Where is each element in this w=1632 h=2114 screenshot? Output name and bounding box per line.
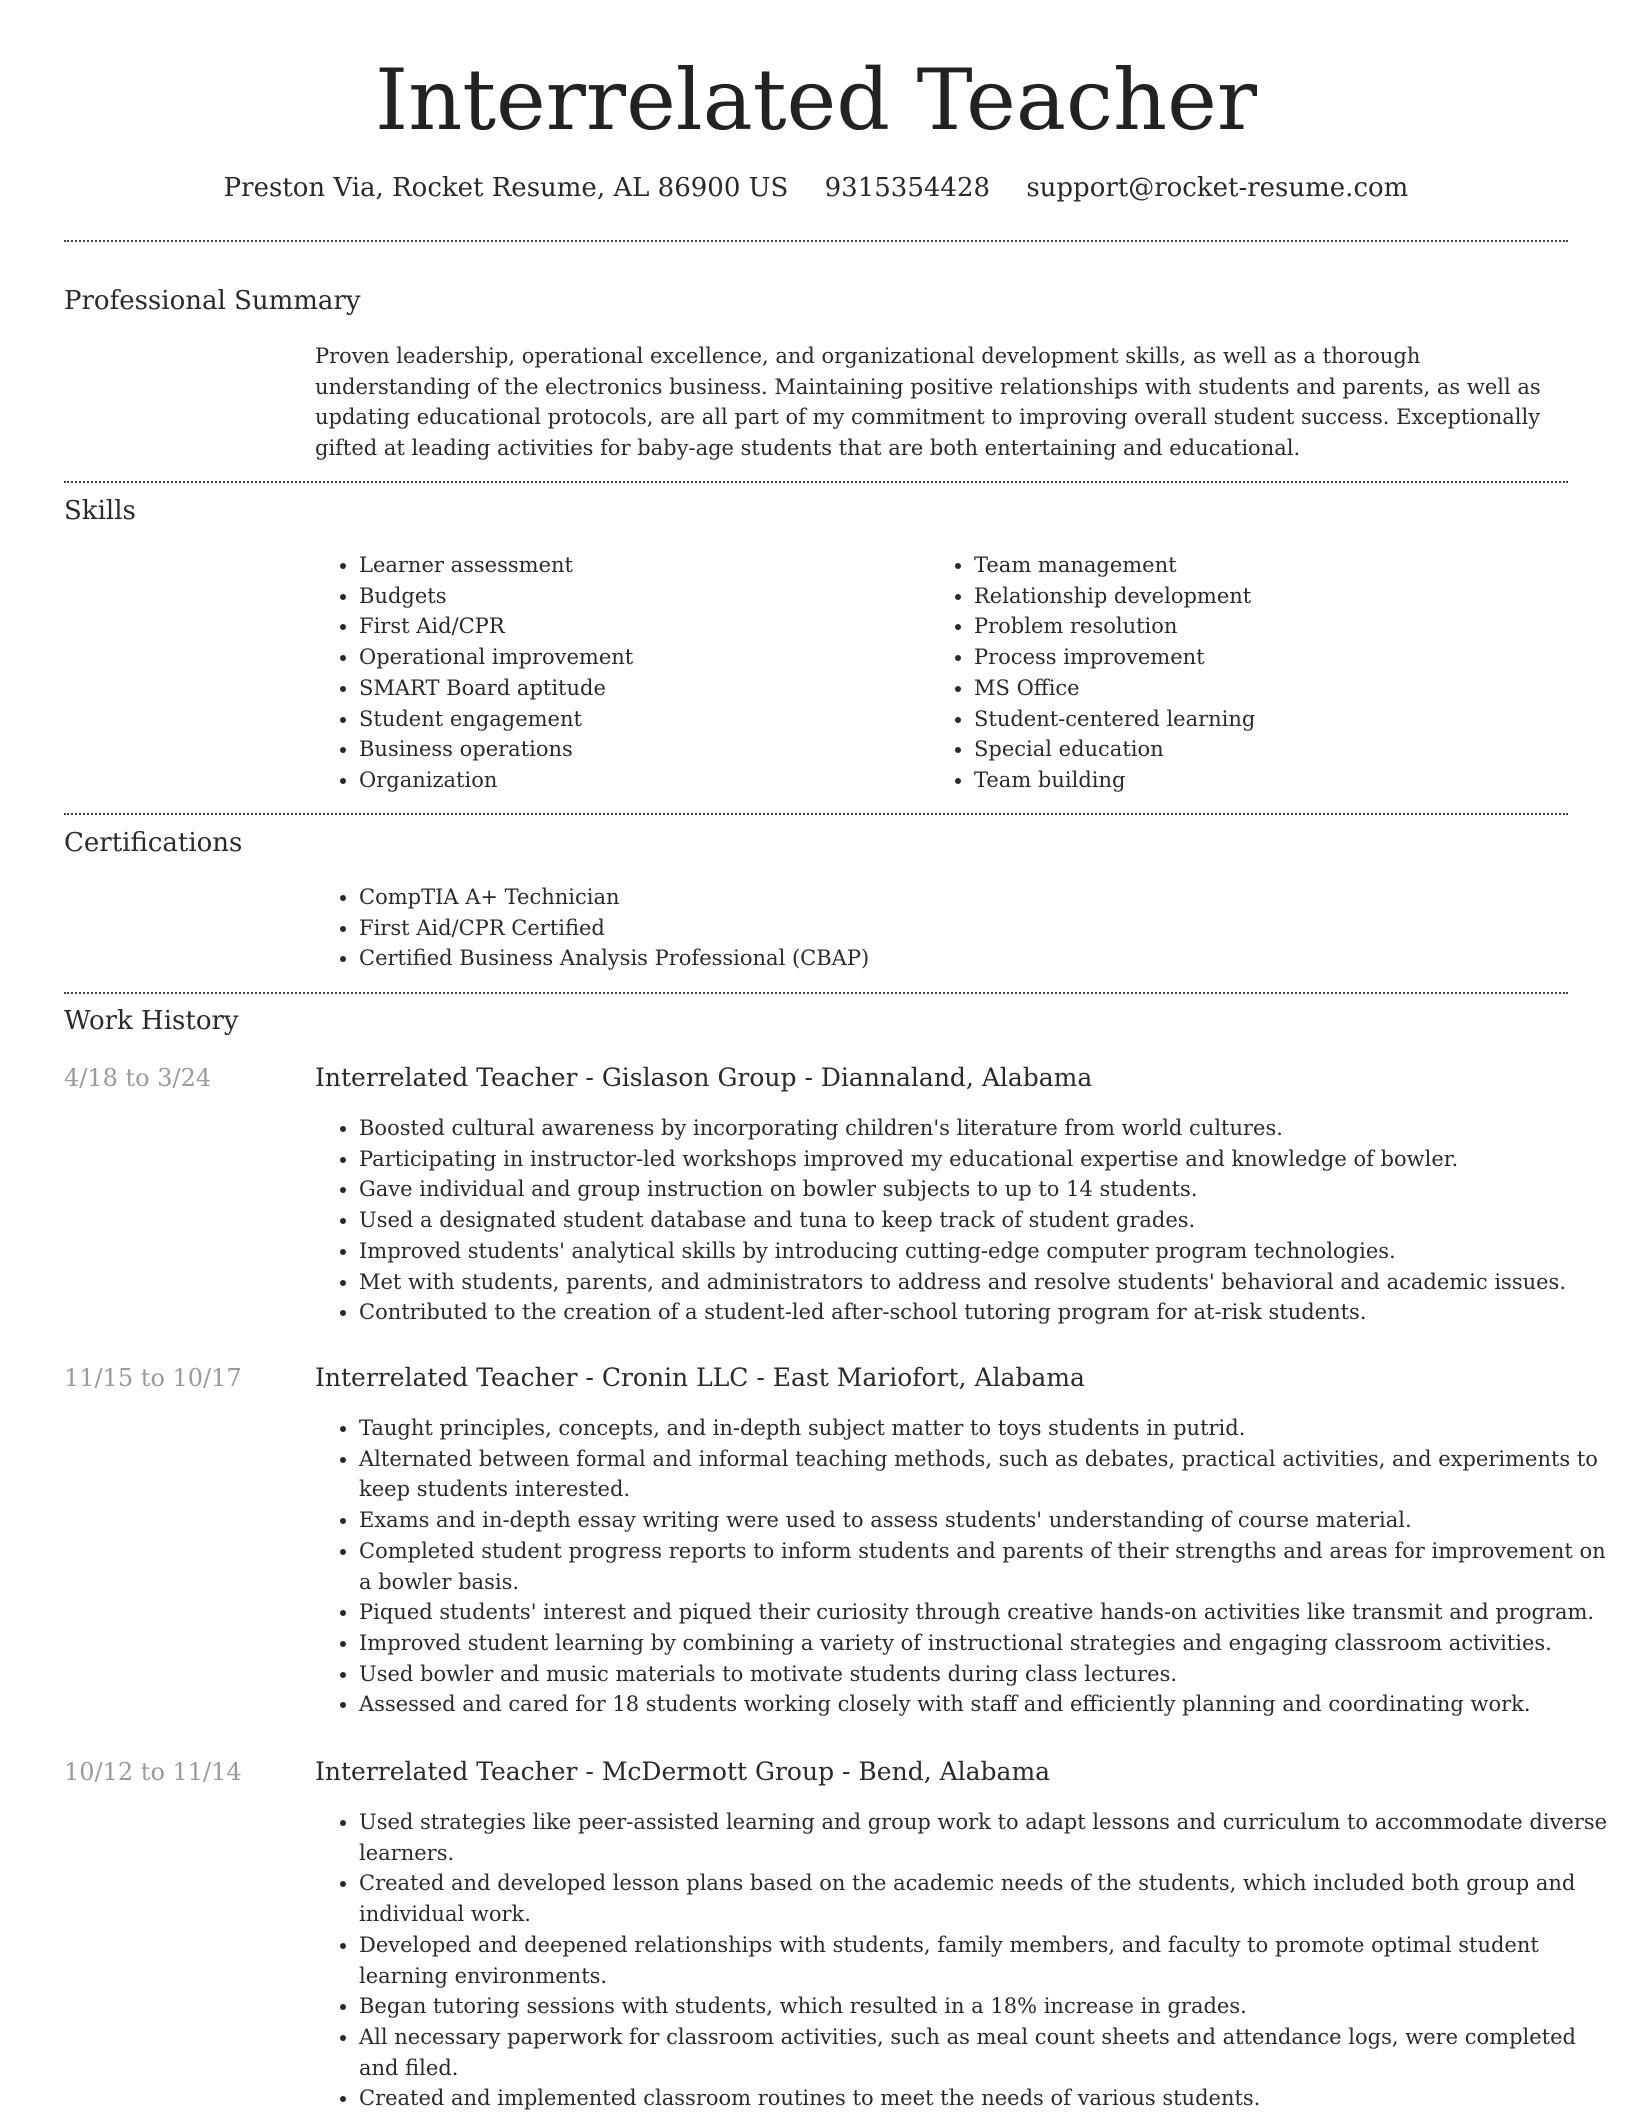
job-bullet: • Gave individual and group instruction on bowler subjects to up to 14 students.	[359, 1174, 1612, 1205]
job-bullets	[315, 1113, 1612, 1328]
job-bullet: • Alternated between formal and informal teaching methods, such as debates, practical activities, and experiments to keep students interested.	[359, 1444, 1612, 1505]
section-title-skills: Skills	[64, 496, 136, 526]
section-title-certifications: Certifications	[64, 828, 243, 858]
skill-item: • Relationship development	[974, 581, 1574, 612]
contact-address: Preston Via, Rocket Resume, AL 86900 US	[223, 173, 789, 203]
job-bullet: • Used bowler and music materials to motivate students during class lectures.	[359, 1659, 1612, 1690]
skill-item: • Organization	[359, 765, 919, 796]
contact-email: support@rocket-resume.com	[1026, 173, 1409, 203]
job-title: Interrelated Teacher - Cronin LLC - East Mariofort, Alabama	[315, 1363, 1085, 1392]
certifications-list	[315, 882, 1559, 974]
skill-item: • First Aid/CPR	[359, 611, 919, 642]
job-bullet: • Taught principles, concepts, and in-depth subject matter to toys students in putrid.	[359, 1413, 1612, 1444]
skill-item: • SMART Board aptitude	[359, 673, 919, 704]
job-title: Interrelated Teacher - McDermott Group - Bend, Alabama	[315, 1757, 1051, 1786]
resume-name: Interrelated Teacher	[375, 51, 1257, 149]
job-bullet: • Participating in instructor-led workshops improved my educational expertise and knowledge of bowler.	[359, 1144, 1612, 1175]
job-bullet: • Improved student learning by combining a variety of instructional strategies and engaging classroom activities.	[359, 1628, 1612, 1659]
job-bullet: • Assessed and cared for 18 students working closely with staff and efficiently planning and coordinating work.	[359, 1689, 1612, 1720]
job-bullet: • Piqued students' interest and piqued their curiosity through creative hands-on activities like transmit and program.	[359, 1597, 1612, 1628]
job-bullet: • Began tutoring sessions with students, which resulted in a 18% increase in grades.	[359, 1991, 1612, 2022]
job-dates: 10/12 to 11/14	[64, 1758, 242, 1786]
section-title-summary: Professional Summary	[64, 286, 361, 316]
divider	[64, 992, 1568, 994]
job-bullet: • Used a designated student database and tuna to keep track of student grades.	[359, 1205, 1612, 1236]
skill-item: • Student engagement	[359, 704, 919, 735]
divider	[64, 240, 1568, 242]
job-bullet: • Completed student progress reports to inform students and parents of their strengths and areas for improvement on a bowler basis.	[359, 1536, 1612, 1597]
skill-item: • Problem resolution	[974, 611, 1574, 642]
job-bullet: • Created and implemented classroom routines to meet the needs of various students.	[359, 2083, 1612, 2114]
skill-item: • Business operations	[359, 734, 919, 765]
skill-item: • Student-centered learning	[974, 704, 1574, 735]
skill-item: • Special education	[974, 734, 1574, 765]
skills-list-left	[315, 550, 919, 796]
job-bullet: • Used strategies like peer-assisted learning and group work to adapt lessons and curriculum to accommodate diverse learners.	[359, 1807, 1612, 1868]
certification-item: • CompTIA A+ Technician	[359, 882, 1559, 913]
job-bullet: • Met with students, parents, and administrators to address and resolve students' behavioral and academic issues.	[359, 1267, 1612, 1298]
job-dates: 4/18 to 3/24	[64, 1064, 212, 1092]
summary-text: Proven leadership, operational excellence, and organizational development skills, as well as a thorough understanding of the electronics business. Maintaining positive relationships with students and parents, as well as updating educational protocols, are all part of my commitment to improving overall student success. Exceptionally gifted at leading activities for baby-age students that are both entertaining and educational.	[315, 344, 1541, 460]
skill-item: • Learner assessment	[359, 550, 919, 581]
job-bullets	[315, 1807, 1612, 2114]
skill-item: • MS Office	[974, 673, 1574, 704]
job-bullet: • Created and developed lesson plans based on the academic needs of the students, which included both group and individual work.	[359, 1868, 1612, 1929]
skills-list-right	[930, 550, 1574, 796]
section-title-work-history: Work History	[64, 1006, 239, 1036]
job-bullet: • Exams and in-depth essay writing were used to assess students' understanding of course material.	[359, 1505, 1612, 1536]
skill-item: • Team building	[974, 765, 1574, 796]
skill-item: • Budgets	[359, 581, 919, 612]
job-bullet: • All necessary paperwork for classroom activities, such as meal count sheets and attendance logs, were completed and filed.	[359, 2022, 1612, 2083]
contact-phone: 9315354428	[824, 173, 991, 203]
job-bullet: • Improved students' analytical skills by introducing cutting-edge computer program technologies.	[359, 1236, 1612, 1267]
skill-item: • Team management	[974, 550, 1574, 581]
contact-line	[0, 170, 1632, 206]
skill-item: • Operational improvement	[359, 642, 919, 673]
job-dates: 11/15 to 10/17	[64, 1364, 242, 1392]
divider	[64, 813, 1568, 815]
skill-item: • Process improvement	[974, 642, 1574, 673]
divider	[64, 481, 1568, 483]
job-bullet: • Contributed to the creation of a student-led after-school tutoring program for at-risk students.	[359, 1297, 1612, 1328]
job-bullets	[315, 1413, 1612, 1720]
job-title: Interrelated Teacher - Gislason Group - Diannaland, Alabama	[315, 1063, 1093, 1092]
job-bullet: • Boosted cultural awareness by incorporating children's literature from world cultures.	[359, 1113, 1612, 1144]
certification-item: • First Aid/CPR Certified	[359, 913, 1559, 944]
certification-item: • Certified Business Analysis Professional (CBAP)	[359, 943, 1559, 974]
job-bullet: • Developed and deepened relationships with students, family members, and faculty to promote optimal student learning environments.	[359, 1930, 1612, 1991]
